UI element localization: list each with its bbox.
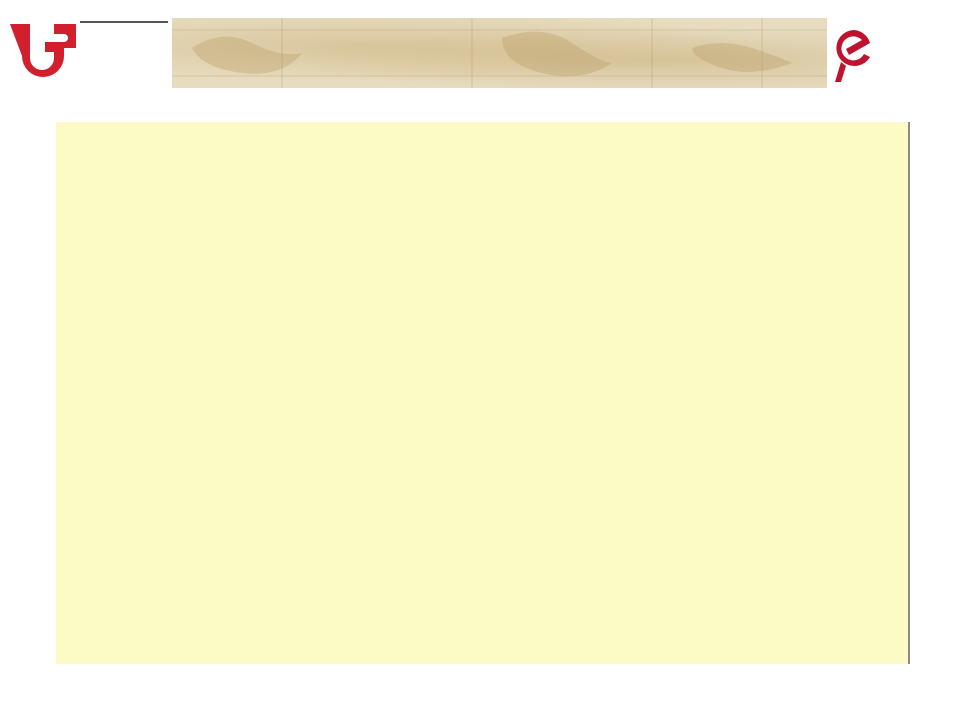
plataforma-educativa-logo-icon — [832, 26, 876, 84]
utp-logo-icon — [8, 20, 76, 86]
map-texture-graphic — [172, 18, 827, 88]
utp-line-2 — [80, 22, 168, 23]
title-banner — [172, 18, 827, 88]
slide-header — [0, 0, 960, 100]
principles-panel — [56, 122, 910, 664]
utp-wordmark — [80, 21, 168, 25]
